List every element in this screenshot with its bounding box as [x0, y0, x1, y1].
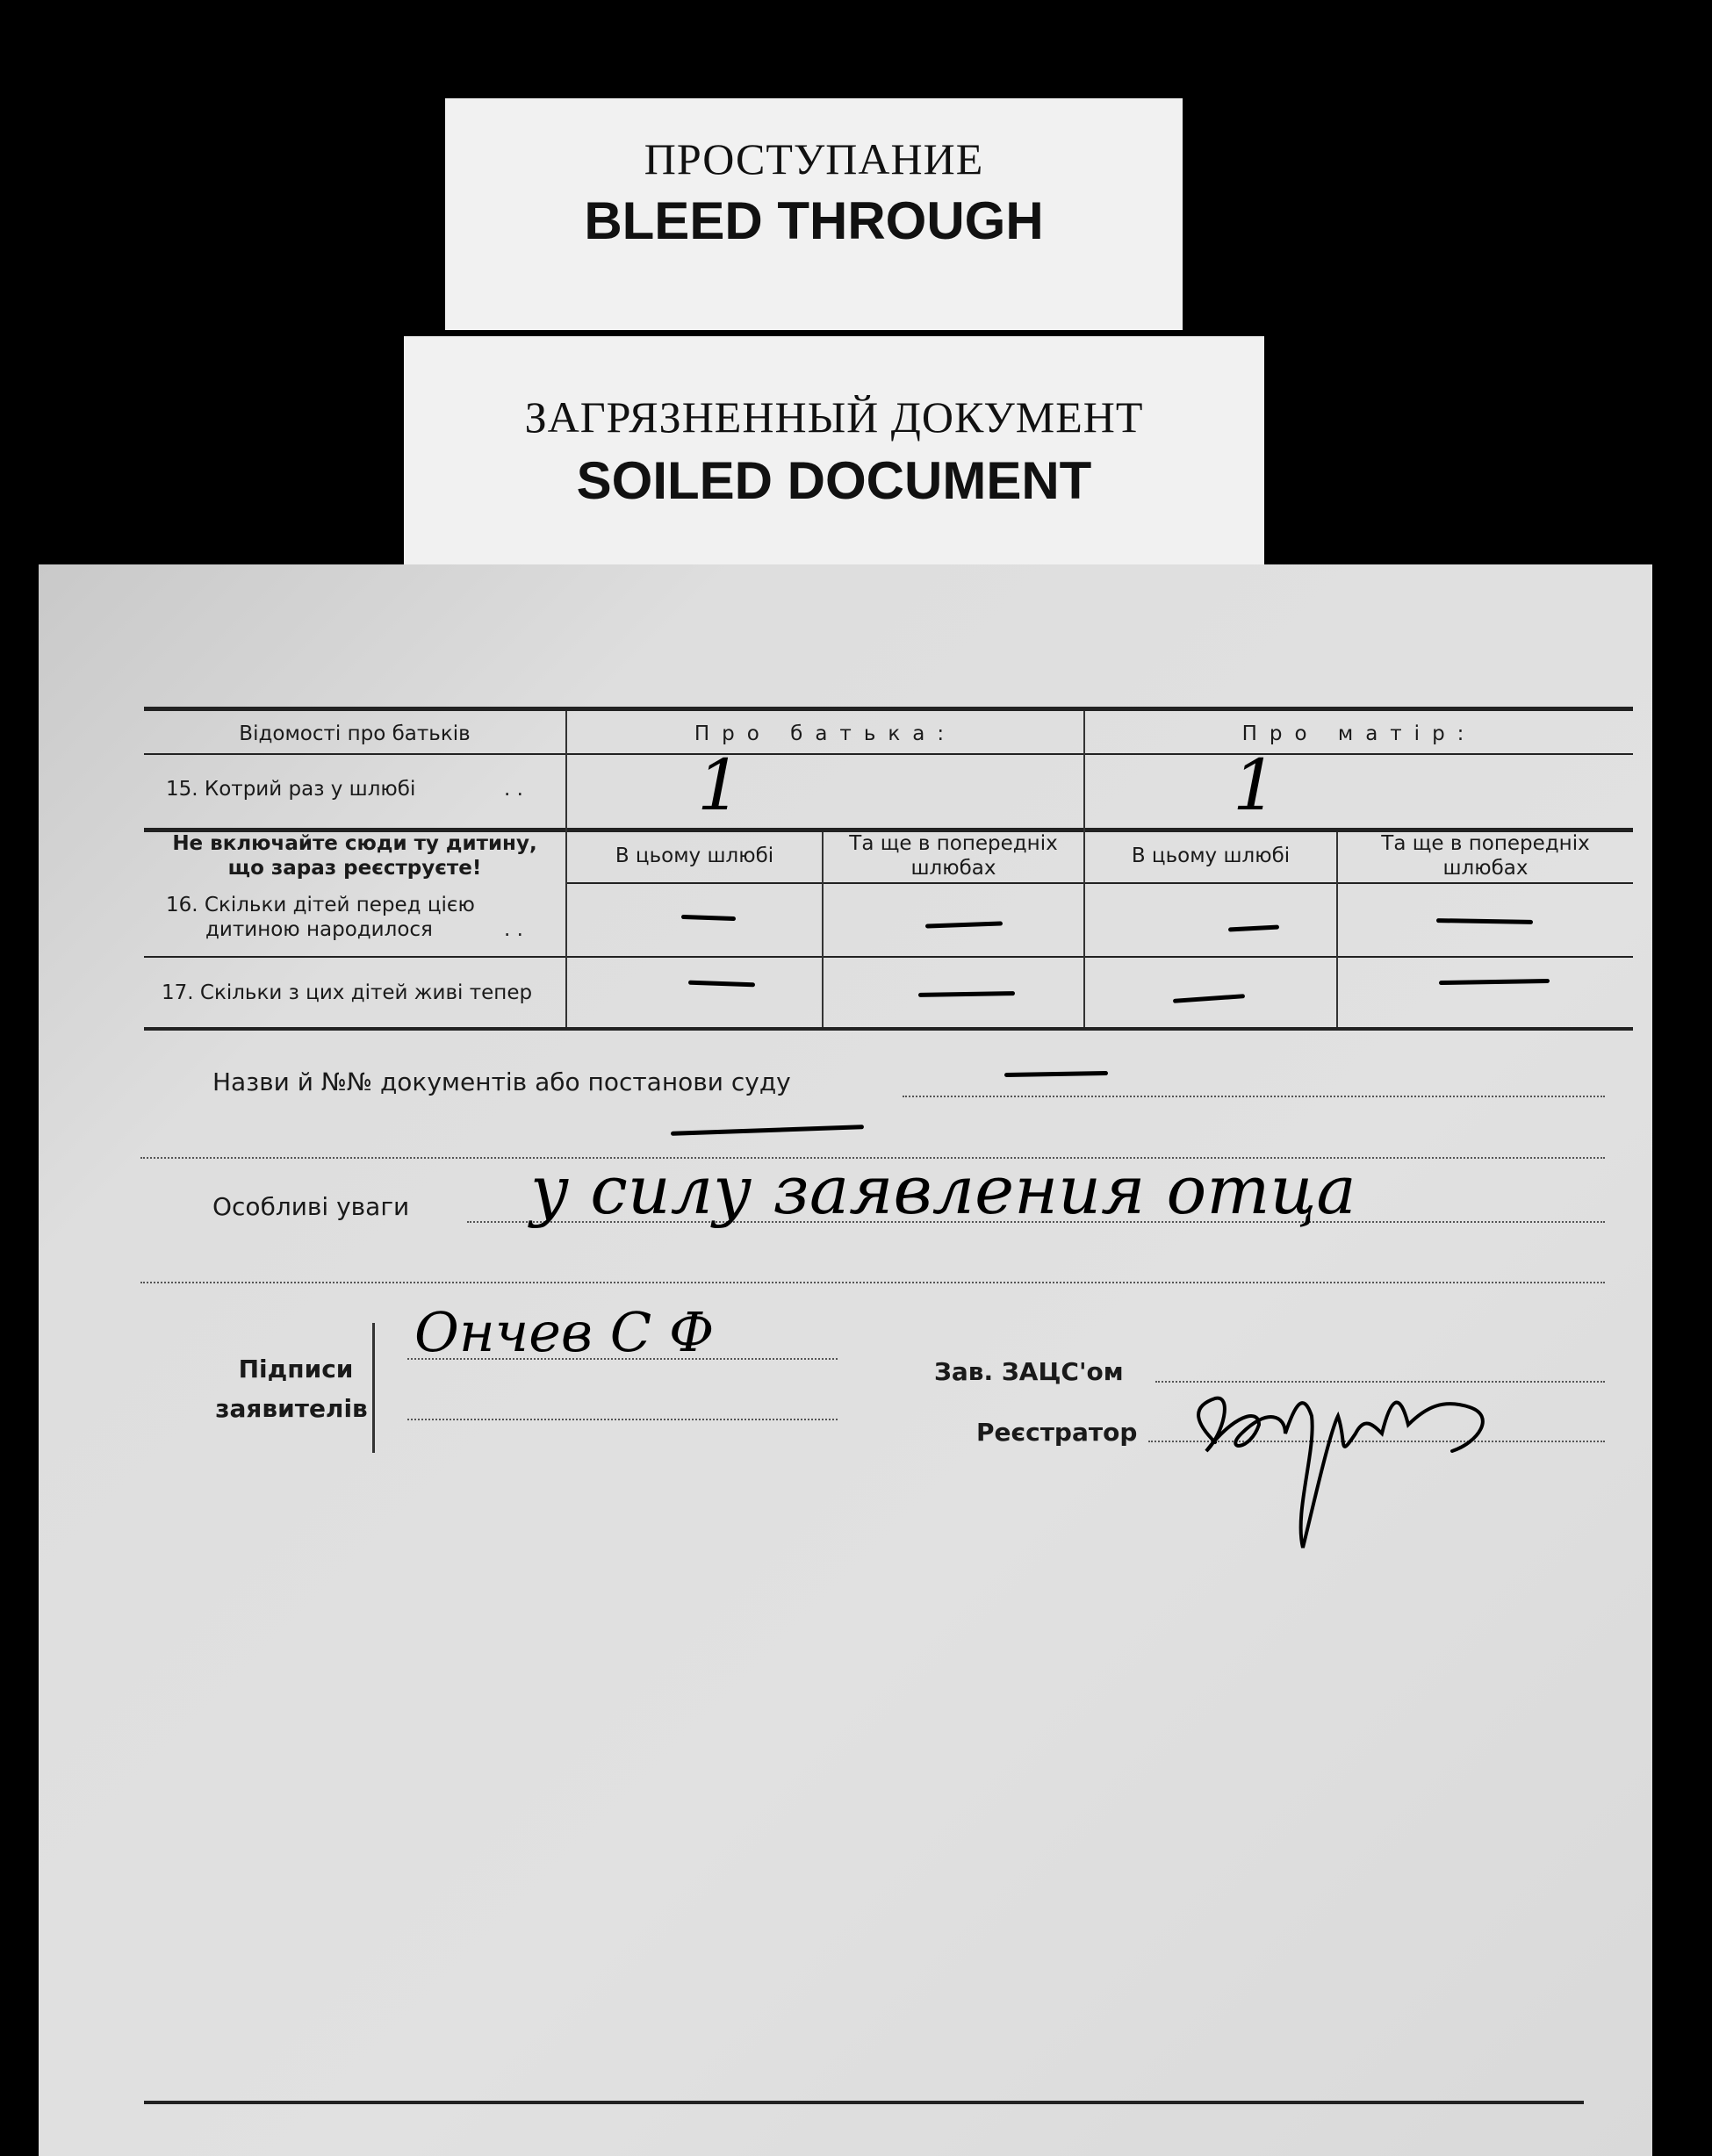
row-15-mother-value: 1: [1233, 744, 1277, 826]
row-15-father-value: 1: [697, 744, 742, 826]
row-17-mother-this-dash: [1173, 994, 1245, 1003]
registrar-signature: [1162, 1337, 1514, 1556]
row-16-father-this-dash: [681, 915, 736, 921]
documents-dash-2: [671, 1125, 864, 1136]
row-17-father-this-dash: [688, 981, 755, 988]
special-notes-line-2: [140, 1282, 1605, 1283]
applicant-signature: Ончев С Ф: [414, 1300, 715, 1364]
documents-label: Назви й №№ документів або постанови суду: [212, 1067, 791, 1096]
row-15-label: 15. Котрий раз у шлюбі: [166, 778, 416, 801]
signatures-brace: [372, 1323, 375, 1453]
bleed-through-label: [445, 98, 1183, 330]
row-17-label: 17. Скільки з цих дітей живі тепер: [162, 981, 533, 1004]
signatures-label-line-2: заявителів: [215, 1394, 368, 1423]
mother-previous-line-1: Та ще в попередніх: [1381, 832, 1590, 855]
mother-this-marriage: В цьому шлюбі: [1131, 844, 1291, 867]
header-mother: Про матір:: [1241, 722, 1477, 745]
row-15-dots: . .: [504, 778, 523, 801]
father-this-marriage: В цьому шлюбі: [615, 844, 774, 867]
documents-line: [903, 1096, 1605, 1097]
signature-line-2: [407, 1419, 838, 1420]
header-father: Про батька:: [694, 722, 957, 745]
special-notes-value: у силу заявления отца: [530, 1151, 1356, 1229]
bleed-through-ru: ПРОСТУПАНИЕ: [644, 134, 984, 183]
row-16-mother-this-dash: [1228, 924, 1279, 931]
row-16-line-2: дитиною народилося: [205, 918, 433, 941]
note-line-2: що зараз реєструєте!: [227, 857, 482, 880]
registration-form-page: [39, 564, 1652, 2156]
soiled-document-label: [404, 336, 1264, 584]
mother-previous-line-2: шлюбах: [1442, 857, 1529, 880]
row-16-dots: . .: [504, 918, 523, 941]
header-parents-info: Відомості про батьків: [239, 722, 471, 745]
row-16-line-1: 16. Скільки дітей перед цією: [166, 894, 475, 916]
special-notes-label: Особливі уваги: [212, 1192, 410, 1221]
bleed-through-en: BLEED THROUGH: [584, 191, 1044, 250]
head-zags-label: Зав. ЗАЦС'ом: [934, 1357, 1124, 1386]
row-16-father-prev-dash: [925, 921, 1003, 928]
documents-dash: [1004, 1071, 1108, 1077]
signatures-label-line-1: Підписи: [238, 1355, 354, 1383]
bottom-rule: [144, 2101, 1584, 2104]
soiled-document-en: SOILED DOCUMENT: [576, 451, 1092, 510]
soiled-document-ru: ЗАГРЯЗНЕННЫЙ ДОКУМЕНТ: [524, 392, 1144, 442]
registrar-label: Реєстратор: [976, 1418, 1138, 1447]
father-previous-line-2: шлюбах: [910, 857, 996, 880]
father-previous-line-1: Та ще в попередніх: [849, 832, 1058, 855]
row-17-father-prev-dash: [918, 991, 1015, 997]
row-17-mother-prev-dash: [1439, 979, 1550, 985]
row-16-mother-prev-dash: [1436, 918, 1533, 924]
note-line-1: Не включайте сюди ту дитину,: [172, 832, 537, 855]
